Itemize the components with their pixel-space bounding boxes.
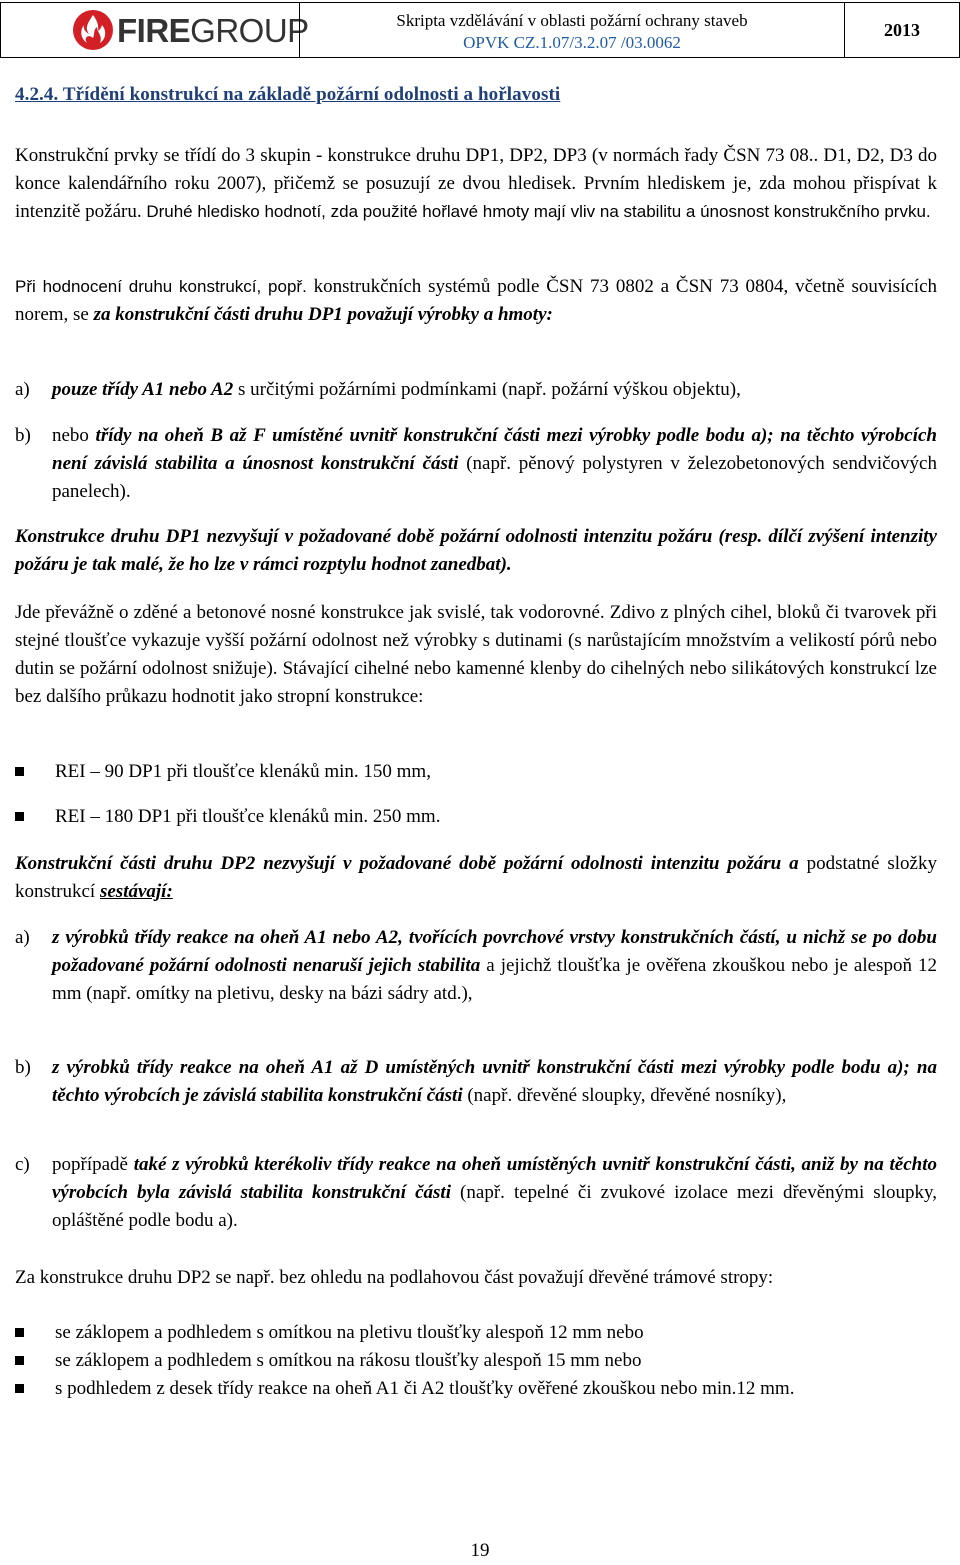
list-item-dp1-a xyxy=(15,376,937,404)
bullet-square-icon xyxy=(15,1328,24,1337)
list-item-text: (např. dřevěné sloupky, dřevěné nosníky), xyxy=(462,1085,787,1106)
paragraph-dp2-intro xyxy=(15,850,937,906)
paragraph-intro xyxy=(15,142,937,226)
list-label: a) xyxy=(15,379,30,400)
list-item-text: (např. pěnový polystyren v železobetonových sendvičových panelech). xyxy=(52,453,937,502)
list-item-dp2-a xyxy=(15,924,937,1008)
list-item-text: (např. tepelné či zvukové izolace mezi dřevěnými sloupky, opláštěné podle bodu a). xyxy=(52,1182,937,1231)
bullet-text: se záklopem a podhledem s omítkou na rákosu tloušťky alespoň 15 mm nebo xyxy=(55,1350,642,1371)
bullet-text: se záklopem a podhledem s omítkou na pletivu tloušťky alespoň 12 mm nebo xyxy=(55,1322,644,1343)
list-item-bold: také z výrobků kterékoliv třídy reakce na oheň umístěných uvnitř konstrukční části, aniž by na těchto výrobcích byla závislá stabilita konstrukční části xyxy=(52,1154,937,1203)
list-item-dp2-b xyxy=(15,1054,937,1110)
list-item-bold: pouze třídy A1 nebo A2 xyxy=(52,379,234,400)
list-label: a) xyxy=(15,927,30,948)
brand-name xyxy=(117,13,309,49)
bullet-square-icon xyxy=(15,767,24,776)
bullet-item xyxy=(15,758,937,786)
paragraph-dp2-intro-bold: Konstrukční části druhu DP2 nezvyšují v požadované době požární odolnosti intenzitu požáru a xyxy=(15,853,799,874)
list-item-dp2-c xyxy=(15,1151,937,1235)
list-label: b) xyxy=(15,1057,31,1078)
bullet-text: REI – 180 DP1 při tloušťce klenáků min. 250 mm. xyxy=(55,806,441,827)
paragraph-dp1-summary xyxy=(15,523,937,579)
header-title xyxy=(299,2,845,58)
list-item-text: a jejichž tloušťka je ověřena zkouškou nebo je alespoň 12 mm (např. omítky na pletivu, desky na bázi sádry atd.), xyxy=(52,955,937,1004)
page-header xyxy=(0,0,960,62)
paragraph-dp2-ceilings: Za konstrukce druhu DP2 se např. bez ohledu na podlahovou část považují dřevěné trámové stropy: xyxy=(15,1267,774,1288)
paragraph-dp1-intro-a: Při hodnocení druhu konstrukcí, popř. xyxy=(15,277,307,296)
paragraph-dp1-intro-b: konstrukčních systémů podle ČSN 73 0802 a ČSN 73 0804, včetně souvisících norem, se xyxy=(15,276,937,325)
paragraph-dp1-intro-c: za konstrukční části druhu DP1 považují výrobky a hmoty: xyxy=(93,304,553,325)
section-heading: 4.2.4. Třídění konstrukcí na základě požární odolnosti a hořlavosti xyxy=(15,84,561,105)
paragraph-intro-b: Druhé hledisko xyxy=(141,202,265,221)
paragraph-dp2-intro-text: podstatné složky konstrukcí xyxy=(15,853,937,902)
header-year: 2013 xyxy=(844,2,960,58)
list-item-bold: z výrobků třídy reakce na oheň A1 až D umístěných uvnitř konstrukční části mezi výrobky podle bodu a); na těchto výrobcích je závislá stabilita konstrukční části xyxy=(52,1057,937,1106)
list-item-bold: třídy na oheň B až F umístěné uvnitř konstrukční části mezi výrobky podle bodu a); na těchto výrobcích není závislá stabilita a únosnost konstrukční části xyxy=(52,425,937,474)
paragraph-dp1-intro xyxy=(15,273,937,329)
bullet-square-icon xyxy=(15,1356,24,1365)
bullet-item xyxy=(15,1375,937,1403)
list-item-text: s určitými požárními podmínkami (např. požární výškou objektu), xyxy=(233,379,741,400)
page-number: 19 xyxy=(470,1540,490,1561)
brand-light: GROUP xyxy=(190,12,309,49)
paragraph-masonry: Jde převážně o zděné a betonové nosné konstrukce jak svislé, tak vodorovné. Zdivo z plných cihel, bloků či tvarovek při stejné tloušťce vykazuje vyšší požární odolnost než výrobky s dutinami (s narůstajícím množstvím a velikostí pórů nebo dutin se požární odolnost snižuje). Stávající cihelné nebo kamenné klenby do cihelných nebo silikátových konstrukcí lze bez dalšího průkazu hodnotit jako stropní konstrukce: xyxy=(15,602,937,707)
bullet-item xyxy=(15,1347,937,1375)
fire-logo-icon xyxy=(73,10,113,50)
bullet-item xyxy=(15,1319,937,1347)
bullet-text: s podhledem z desek třídy reakce na oheň A1 či A2 tloušťky ověřené zkouškou nebo min.12 mm. xyxy=(55,1378,795,1399)
list-item-prefix: nebo xyxy=(52,425,96,446)
paragraph-intro-a: Konstrukční prvky se třídí do 3 skupin - konstrukce druhu DP1, DP2, DP3 (v normách řady ČSN 73 08.. D1, D2, D3 do konce kalendářního roku 2007), přičemž se posuzují ze dvou hledisek. Prvním hlediskem je, zda mohou přispívat k intenzitě požáru. xyxy=(15,145,937,222)
header-title-line2: OPVK CZ.1.07/3.2.07 /03.0062 xyxy=(463,33,681,52)
logo-cell xyxy=(0,2,309,58)
header-title-line1: Skripta vzdělávání v oblasti požární ochrany staveb xyxy=(396,11,748,30)
paragraph-intro-c: hodnotí, zda použité hořlavé hmoty mají vliv na stabilitu a únosnost konstrukčního prvku. xyxy=(264,202,931,221)
paragraph-dp1-summary-text: Konstrukce druhu DP1 nezvyšují v požadované době požární odolnosti intenzitu požáru (resp. dílčí zvýšení intenzity požáru je tak malé, že ho lze v rámci rozptylu hodnot zanedbat). xyxy=(15,526,937,575)
bullet-item xyxy=(15,803,937,831)
list-label: b) xyxy=(15,425,31,446)
brand-bold: FIRE xyxy=(117,12,191,49)
paragraph-dp2-intro-end: sestávají: xyxy=(99,881,173,902)
bullet-square-icon xyxy=(15,1384,24,1393)
bullet-text: REI – 90 DP1 při tloušťce klenáků min. 150 mm, xyxy=(55,761,431,782)
bullet-square-icon xyxy=(15,812,24,821)
list-item-bold: z výrobků třídy reakce na oheň A1 nebo A2, tvořících povrchové vrstvy konstrukčních částí, u nichž se po dobu požadované požární odolnosti nenaruší jejich stabilita xyxy=(52,927,937,976)
list-item-prefix: popřípadě xyxy=(52,1154,134,1175)
list-item-dp1-b xyxy=(15,422,937,506)
list-label: c) xyxy=(15,1154,30,1175)
